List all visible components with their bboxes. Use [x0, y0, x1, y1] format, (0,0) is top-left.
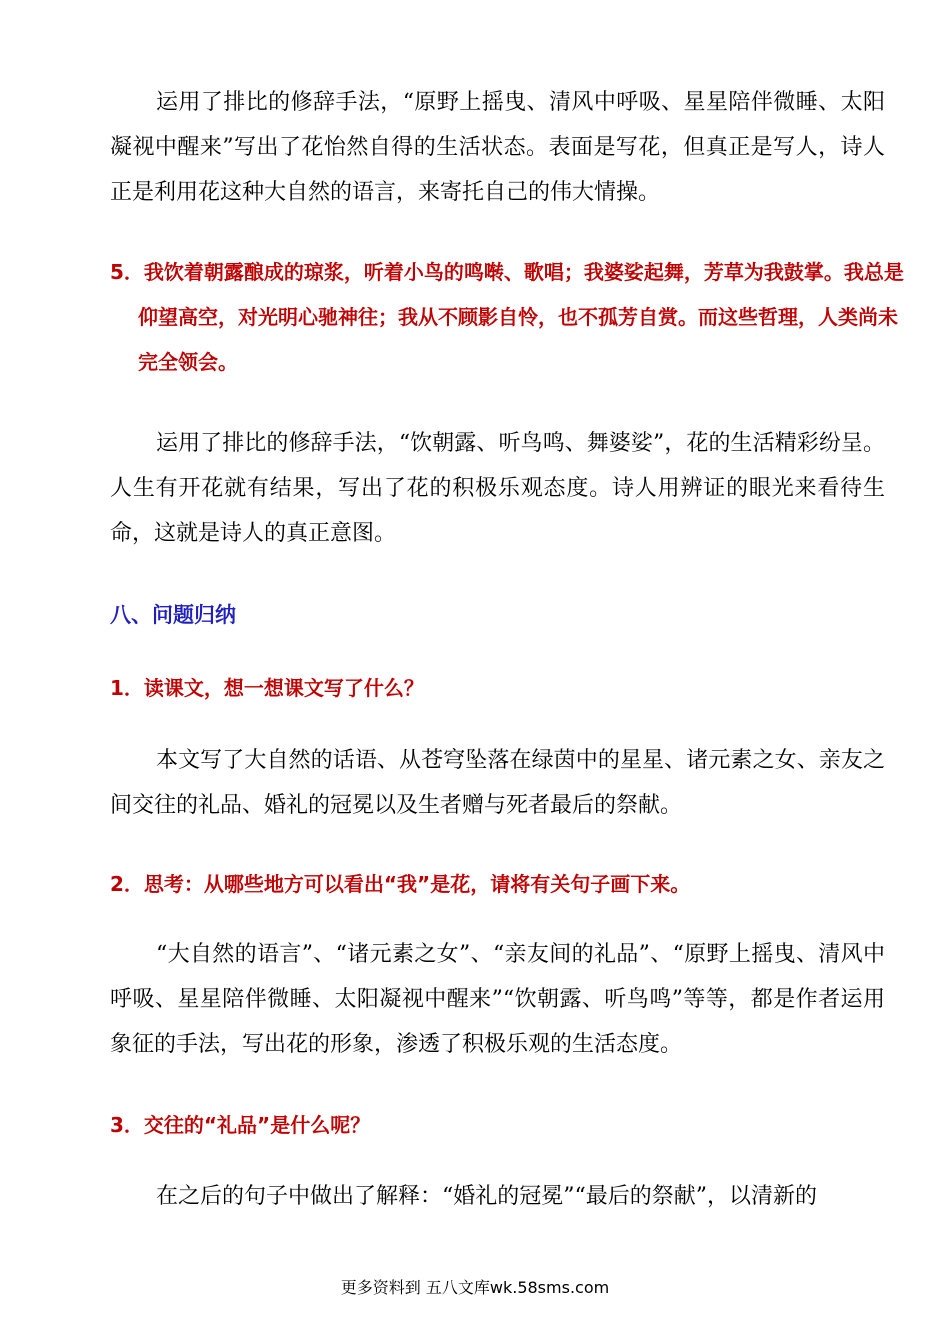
paragraph-analysis-4: 运用了排比的修辞手法，“原野上摇曳、清风中呼吸、星星陪伴微睡、太阳凝视中醒来”写出了花怡然自得的生活状态。表面是写花，但真正是写人，诗人正是利用花这种大自然的语言，来寄托自己的伟大情操。: [110, 90, 885, 205]
question-3: 3．交往的“礼品”是什么呢？: [110, 1113, 371, 1137]
answer-1: 本文写了大自然的话语、从苍穹坠落在绿茵中的星星、诸元素之女、亲友之间交往的礼品、婚礼的冠冕以及生者赠与死者最后的祭献。: [110, 748, 885, 818]
answer-3: 在之后的句子中做出了解释：“婚礼的冠冕”“最后的祭献”，以清新的: [156, 1184, 817, 1209]
paragraph-analysis-5: 运用了排比的修辞手法，“饮朝露、听鸟鸣、舞婆娑”，花的生活精彩纷呈。人生有开花就有结果，写出了花的积极乐观态度。诗人用辨证的眼光来看待生命，这就是诗人的真正意图。: [110, 431, 885, 546]
section-heading: 八、问题归纳: [110, 603, 236, 627]
question-1: 1．读课文，想一想课文写了什么？: [110, 676, 424, 700]
question-5: 5．我饮着朝露酿成的琼浆，听着小鸟的鸣啭、歌唱；我婆娑起舞，芳草为我鼓掌。我总是仰望高空，对光明心驰神往；我从不顾影自怜，也不孤芳自赏。而这些哲理，人类尚未完全领会。: [110, 260, 904, 374]
footer-watermark: 更多资料到 五八文库wk.58sms.com: [340, 1278, 610, 1297]
answer-2: “大自然的语言”、“诸元素之女”、“亲友间的礼品”、“原野上摇曳、清风中呼吸、星星陪伴微睡、太阳凝视中醒来”“饮朝露、听鸟鸣”等等，都是作者运用象征的手法，写出花的形象，渗透了积极乐观的生活态度。: [110, 942, 885, 1057]
question-2: 2．思考：从哪些地方可以看出“我”是花，请将有关句子画下来。: [110, 872, 691, 896]
